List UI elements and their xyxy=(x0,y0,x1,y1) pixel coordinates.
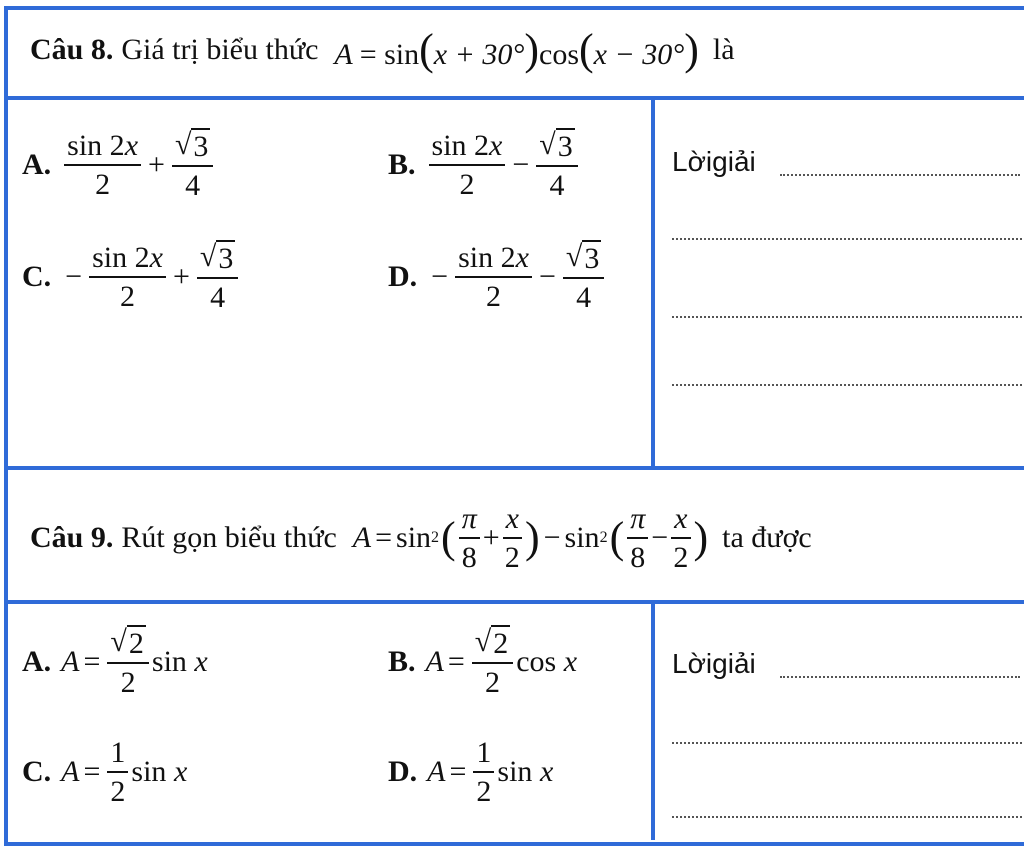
variable: A xyxy=(427,755,446,788)
question-text: Rút gọn biểu thức xyxy=(121,521,337,554)
fraction: √ 3 4 xyxy=(197,240,238,314)
fraction: √ 3 4 xyxy=(563,240,604,314)
fraction: $\frac{\sin 2x}{2}$ xyxy=(89,241,166,313)
fraction: √ 2 2 xyxy=(472,625,513,699)
variable: A xyxy=(61,755,80,788)
question-9-title xyxy=(30,502,812,574)
fraction: √ 2 2 xyxy=(107,625,148,699)
question-suffix: ta được xyxy=(722,521,812,554)
option-label: C. xyxy=(22,260,52,293)
fraction: $\frac{\sin 2x}{2}$ xyxy=(429,129,506,201)
option-label: D. xyxy=(388,260,418,293)
option-label: B. xyxy=(388,148,416,181)
expression: A = sin(x + 30°)cos(x − 30°) xyxy=(334,25,699,74)
sign: + xyxy=(148,148,165,181)
answer-line xyxy=(672,316,1022,318)
question-text: Giá trị biểu thức xyxy=(121,33,319,66)
option-a[interactable]: A. A = √ 2 2 sin x xyxy=(22,625,208,699)
column-divider xyxy=(651,96,655,470)
question-label: Câu 9. xyxy=(30,521,114,554)
option-tail: sin x xyxy=(131,755,188,788)
fraction: $\frac{\sin 2x}{2}$ xyxy=(64,129,141,201)
question-label: Câu 8. xyxy=(30,33,114,66)
answer-line xyxy=(672,238,1022,240)
sign: − xyxy=(538,260,556,293)
option-label: D. xyxy=(388,755,418,788)
solution-label: Lờigiải xyxy=(672,648,756,679)
divider xyxy=(4,600,1024,604)
answer-line xyxy=(672,816,1022,818)
column-divider xyxy=(651,600,655,840)
answer-line xyxy=(672,742,1022,744)
expression: A = sin 2 ( $\frac{\pi}{8}$ + $\frac{x}{2}$ ) − sin 2 ( $\frac{\pi}{8}$ − $\frac{x}{2}$ ) xyxy=(352,502,709,574)
sign: + xyxy=(172,260,190,293)
fraction: $\frac{1}{2}$ xyxy=(473,736,494,808)
option-label: C. xyxy=(22,755,52,788)
fraction: $\frac{1}{2}$ xyxy=(107,736,128,808)
divider xyxy=(4,96,1024,100)
option-tail: sin x xyxy=(151,645,208,678)
sign: − xyxy=(512,148,530,181)
variable: A xyxy=(61,645,80,678)
question-8-title xyxy=(30,25,735,74)
question-suffix: là xyxy=(712,33,735,66)
option-label: A. xyxy=(22,645,52,678)
sign: − xyxy=(65,260,83,293)
option-c[interactable] xyxy=(22,240,241,314)
option-c[interactable]: C. A = $\frac{1}{2}$ sin x xyxy=(22,736,188,808)
answer-line xyxy=(780,676,1020,678)
fraction: √ 3 4 xyxy=(172,128,213,202)
sign: − xyxy=(431,260,449,293)
answer-line xyxy=(672,384,1022,386)
option-tail: cos x xyxy=(516,645,578,678)
option-d[interactable] xyxy=(388,240,607,314)
divider xyxy=(4,466,1024,470)
option-b[interactable]: B. A = √ 2 2 cos x xyxy=(388,625,578,699)
option-label: B. xyxy=(388,645,416,678)
answer-line xyxy=(780,174,1020,176)
option-label: A. xyxy=(22,148,52,181)
variable: A xyxy=(425,645,444,678)
option-b[interactable] xyxy=(388,128,581,202)
option-a[interactable] xyxy=(22,128,216,202)
solution-label: Lờigiải xyxy=(672,146,756,177)
fraction: $\frac{\sin 2x}{2}$ xyxy=(455,241,532,313)
fraction: √ 3 4 xyxy=(536,128,577,202)
option-tail: sin x xyxy=(497,755,554,788)
option-d[interactable]: D. A = $\frac{1}{2}$ sin x xyxy=(388,736,554,808)
